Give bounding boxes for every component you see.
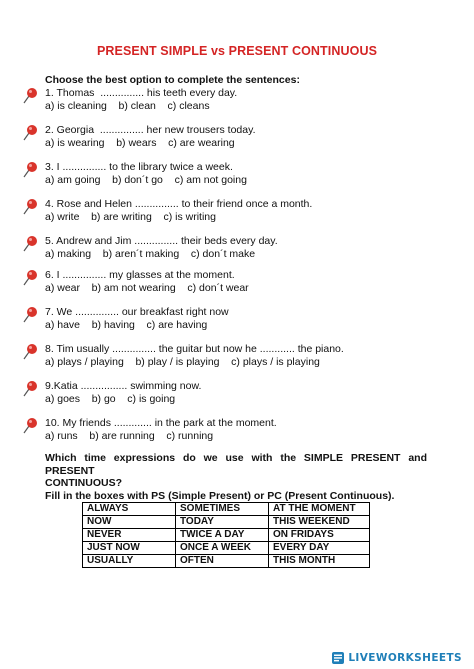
push-pin-icon	[20, 233, 40, 253]
push-pin-icon	[20, 85, 40, 105]
question-1	[20, 85, 460, 117]
question-options[interactable]: a) wear b) am not wearing c) don´t wear	[45, 282, 249, 294]
question-text: 5. Andrew and Jim ............... their beds every day.	[45, 235, 278, 247]
question-line: Which time expressions do we use with the SIMPLE PRESENT and PRESENT	[45, 452, 427, 477]
push-pin-icon	[20, 378, 40, 398]
question-options[interactable]: a) making b) aren´t making c) don´t make	[45, 248, 256, 260]
table-row	[83, 529, 370, 542]
question-options[interactable]: a) plays / playing b) play / is playing c) plays / is playing	[45, 356, 320, 368]
question-options[interactable]: a) is cleaning b) clean c) cleans	[45, 100, 210, 112]
push-pin-icon	[20, 122, 40, 142]
question-9	[20, 378, 460, 410]
table-cell[interactable]: TODAY	[176, 516, 269, 529]
table-row	[83, 503, 370, 516]
table-cell[interactable]: EVERY DAY	[269, 542, 370, 555]
push-pin-icon	[20, 159, 40, 179]
push-pin-icon	[20, 304, 40, 324]
question-text: 4. Rose and Helen ............... to their friend once a month.	[45, 198, 313, 210]
question-text: 2. Georgia ............... her new trousers today.	[45, 124, 256, 136]
question-8	[20, 341, 460, 373]
time-expressions-question	[45, 452, 427, 502]
push-pin-icon	[20, 415, 40, 435]
instruction-text: Choose the best option to complete the sentences:	[45, 74, 300, 86]
question-text: 1. Thomas ............... his teeth every day.	[45, 87, 238, 99]
question-7	[20, 304, 460, 336]
question-3	[20, 159, 460, 191]
table-row	[83, 542, 370, 555]
question-text: 10. My friends ............. in the park at the moment.	[45, 417, 277, 429]
question-options[interactable]: a) is wearing b) wears c) are wearing	[45, 137, 235, 149]
question-10	[20, 415, 460, 447]
table-cell[interactable]: SOMETIMES	[176, 503, 269, 516]
table-cell[interactable]: ON FRIDAYS	[269, 529, 370, 542]
table-row	[83, 516, 370, 529]
question-2	[20, 122, 460, 154]
liveworksheets-branding	[331, 650, 462, 666]
question-6	[20, 267, 460, 299]
question-options[interactable]: a) am going b) don´t go c) am not going	[45, 174, 247, 186]
table-cell[interactable]: ONCE A WEEK	[176, 542, 269, 555]
liveworksheets-logo-icon	[331, 651, 345, 665]
table-cell[interactable]: AT THE MOMENT	[269, 503, 370, 516]
table-cell[interactable]: THIS WEEKEND	[269, 516, 370, 529]
table-cell[interactable]: ALWAYS	[83, 503, 176, 516]
question-options[interactable]: a) runs b) are running c) running	[45, 430, 214, 442]
question-text: 8. Tim usually ............... the guitar but now he ............ the piano.	[45, 343, 344, 355]
question-text: 3. I ............... to the library twice a week.	[45, 161, 233, 173]
fill-instruction: Fill in the boxes with PS (Simple Present) or PC (Present Continuous).	[45, 489, 395, 502]
question-5	[20, 233, 460, 265]
table-row	[83, 555, 370, 568]
question-4	[20, 196, 460, 228]
question-options[interactable]: a) have b) having c) are having	[45, 319, 208, 331]
question-text: 7. We ............... our breakfast right now	[45, 306, 229, 318]
table-cell[interactable]: NOW	[83, 516, 176, 529]
table-cell[interactable]: JUST NOW	[83, 542, 176, 555]
table-cell[interactable]: THIS MONTH	[269, 555, 370, 568]
push-pin-icon	[20, 341, 40, 361]
page-title: PRESENT SIMPLE vs PRESENT CONTINUOUS	[96, 44, 378, 58]
table-cell[interactable]: USUALLY	[83, 555, 176, 568]
time-expressions-table	[82, 502, 370, 568]
table-cell[interactable]: OFTEN	[176, 555, 269, 568]
question-options[interactable]: a) goes b) go c) is going	[45, 393, 176, 405]
push-pin-icon	[20, 196, 40, 216]
question-line: CONTINUOUS?	[45, 477, 122, 489]
question-text: 9.Katia ................ swimming now.	[45, 380, 202, 392]
table-cell[interactable]: TWICE A DAY	[176, 529, 269, 542]
question-options[interactable]: a) write b) are writing c) is writing	[45, 211, 216, 223]
brand-name: LIVEWORKSHEETS	[348, 652, 462, 664]
question-text: 6. I ............... my glasses at the moment.	[45, 269, 235, 281]
table-cell[interactable]: NEVER	[83, 529, 176, 542]
push-pin-icon	[20, 267, 40, 287]
